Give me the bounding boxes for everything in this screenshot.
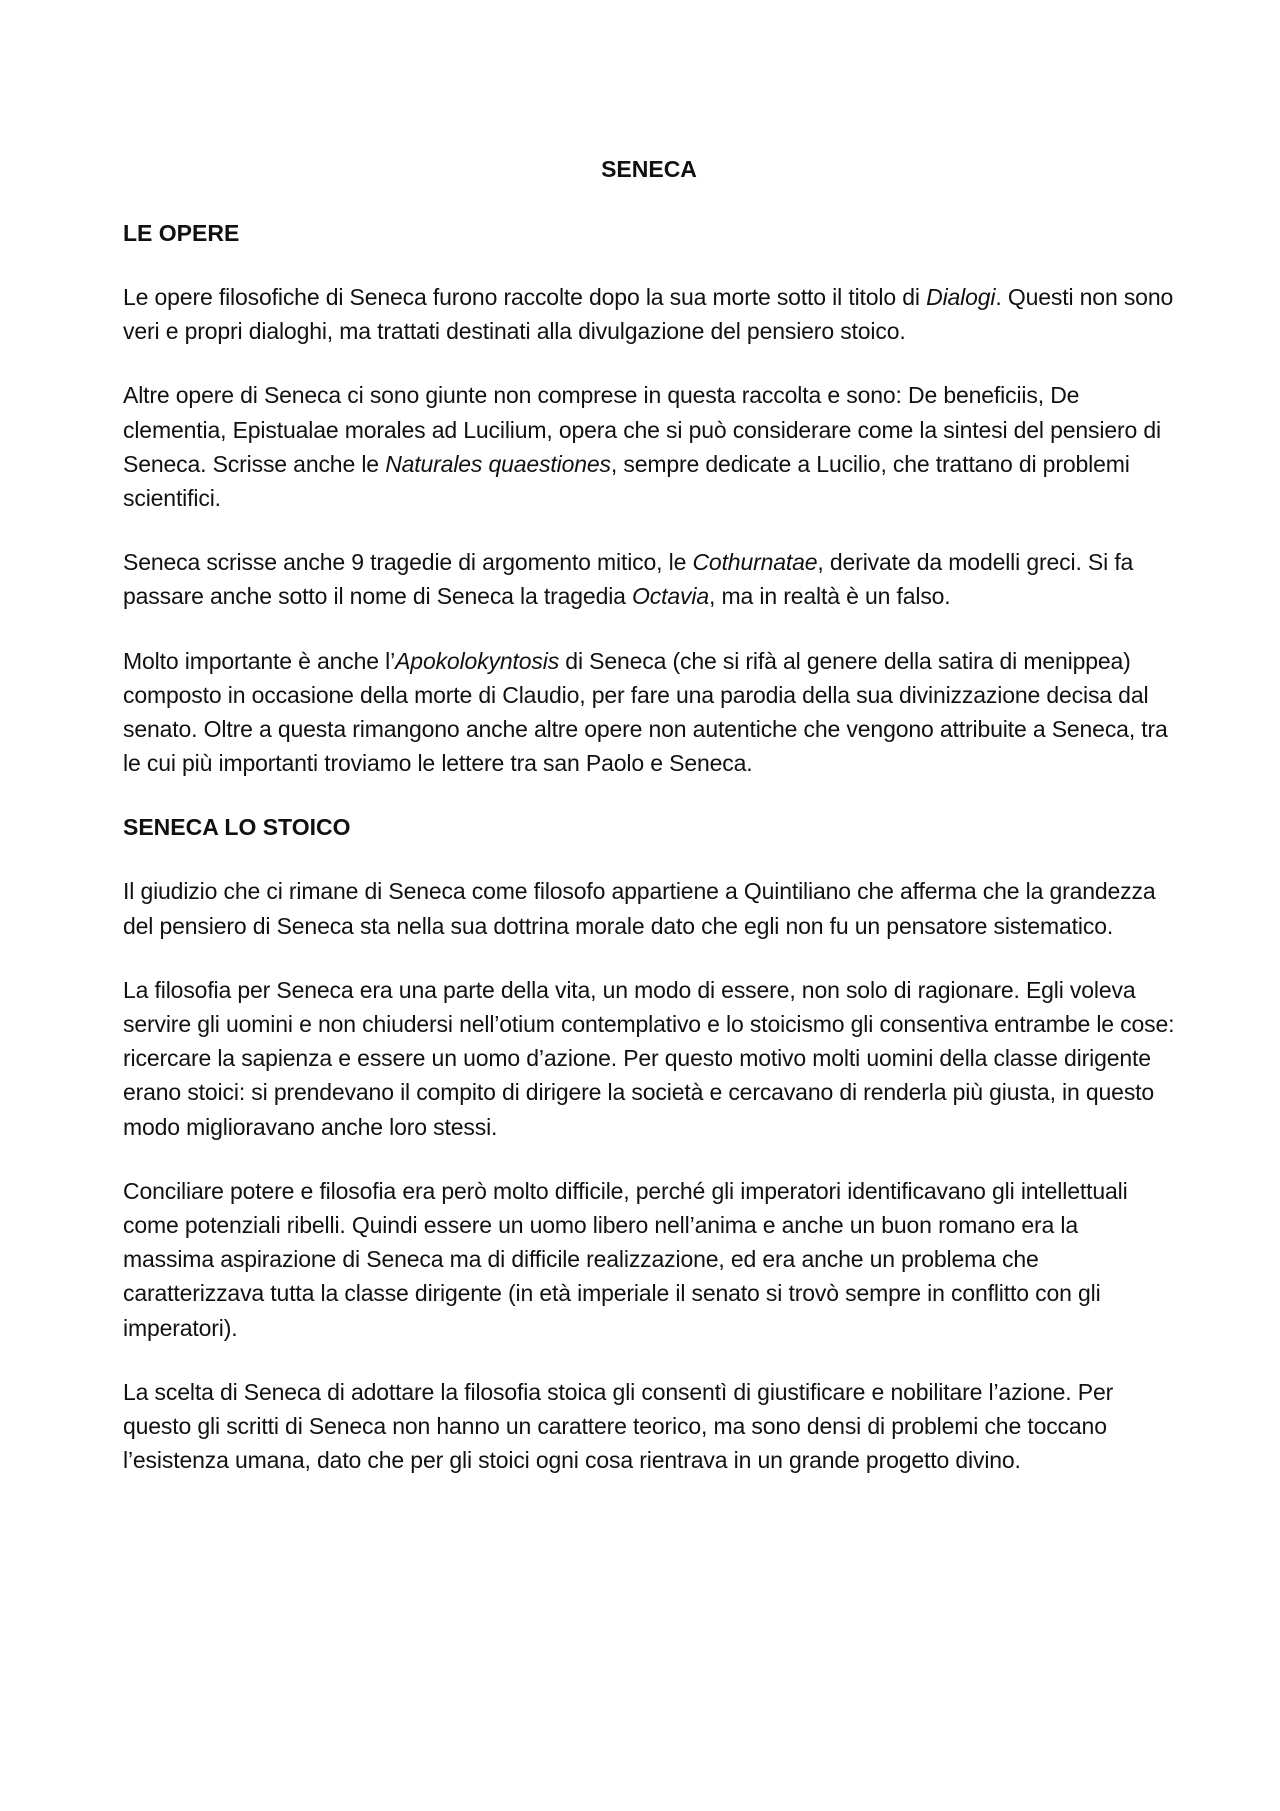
paragraph-giudizio: Il giudizio che ci rimane di Seneca come filosofo appartiene a Quintiliano che afferma che la grandezza del pensiero di Seneca sta nella sua dottrina morale dato che egli non fu un pensatore sistematico. (123, 878, 1156, 939)
paragraph-tragedie (123, 545, 1175, 613)
italic-title: Octavia (632, 583, 709, 610)
paragraph-altre-opere (123, 378, 1175, 515)
paragraph-text: Le opere filosofiche di Seneca furono raccolte dopo la sua morte sotto il titolo di (123, 284, 927, 310)
italic-title: Cothurnatae (692, 549, 818, 576)
paragraph-filosofia: La filosofia per Seneca era una parte della vita, un modo di essere, non solo di ragionare. Egli voleva servire gli uomini e non chiudersi nell’otium contemplativo e lo stoicismo gli consentiva entrambe le cose: ricercare la sapienza e essere un uomo d’azione. Per questo motivo molti uomini della classe dirigente erano stoici: si prendevano il compito di dirigere la società e cercavano di renderla più giusta, in questo modo miglioravano anche loro stessi. (123, 976, 1175, 1140)
paragraph-text: , derivate da modelli greci. Si fa passare anche sotto il nome di Seneca la tragedia (123, 549, 1134, 610)
paragraph-text: Molto importante è anche l’ (123, 647, 396, 674)
paragraph-text: di Seneca (che si rifà al genere della satira di menippea) composto in occasione della morte di Claudio, per fare una parodia della sua divinizzazione decisa dal senato. Oltre a questa rimangono anche altre opere non autentiche che vengono attribuite a Seneca, tra le cui più importanti troviamo le lettere tra san Paolo e Seneca. (123, 647, 1168, 777)
section-heading-le-opere: LE OPERE (123, 220, 240, 246)
italic-title: Apokolokyntosis (395, 647, 560, 674)
paragraph-apokolokyntosis (123, 644, 1175, 781)
paragraph-conciliare: Conciliare potere e filosofia era però molto difficile, perché gli imperatori identificavano gli intellettuali come potenziali ribelli. Quindi essere un uomo libero nell’anima e anche un buon romano era la massima aspirazione di Seneca ma di difficile realizzazione, ed era anche un problema che caratterizzava tutta la classe dirigente (in età imperiale il senato si trovò sempre in conflitto con gli imperatori). (123, 1177, 1128, 1341)
paragraph-dialogi (123, 280, 1175, 348)
paragraph-text: Seneca scrisse anche 9 tragedie di argomento mitico, le (123, 549, 693, 576)
paragraph-scelta: La scelta di Seneca di adottare la filosofia stoica gli consentì di giustificare e nobilitare l’azione. Per questo gli scritti di Seneca non hanno un carattere teorico, ma sono densi di problemi che toccano l’esistenza umana, dato che per gli stoici ogni cosa rientrava in un grande progetto divino. (123, 1378, 1114, 1474)
document-page (123, 152, 1175, 1507)
paragraph-text: , sempre dedicate a Lucilio, che trattano di problemi scientifici. (123, 450, 1130, 512)
italic-title: Dialogi (926, 284, 996, 310)
document-title: SENECA (601, 156, 697, 182)
paragraph-text: Altre opere di Seneca ci sono giunte non comprese in questa raccolta e sono: De beneficiis, De clementia, Epistualae morales ad Lucilium, opera che si può considerare come la sintesi del pensiero di Seneca. Scrisse anche le (123, 382, 1162, 477)
section-heading-seneca-lo-stoico: SENECA LO STOICO (123, 814, 351, 841)
paragraph-text: . Questi non sono veri e propri dialoghi, ma trattati destinati alla divulgazione del pensiero stoico. (123, 284, 1174, 345)
italic-title: Naturales quaestiones (385, 450, 611, 477)
paragraph-text: , ma in realtà è un falso. (708, 583, 951, 610)
